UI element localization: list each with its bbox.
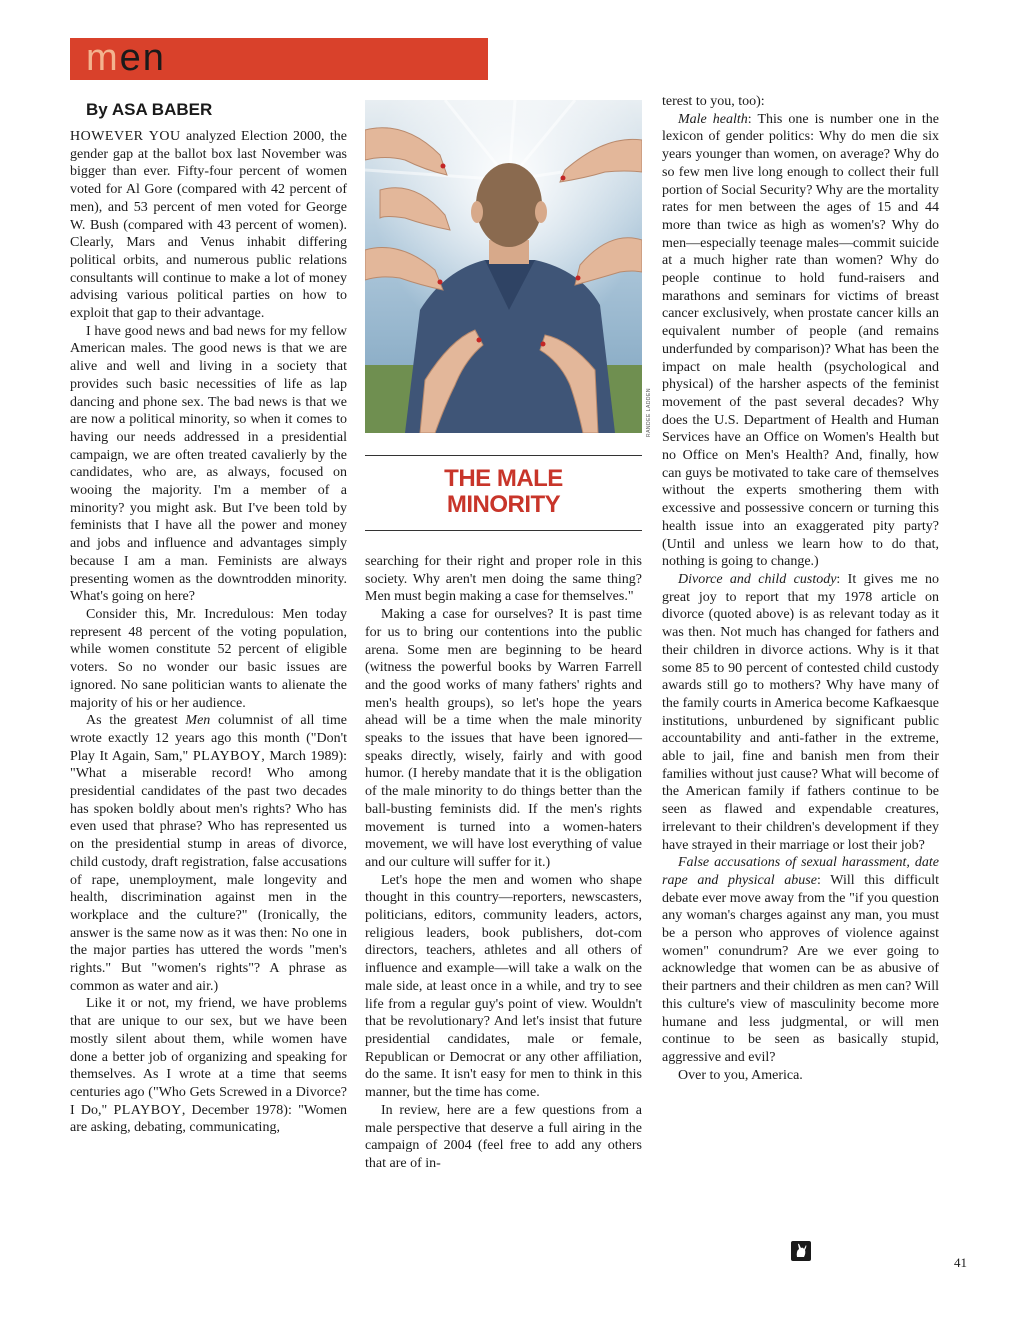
paragraph: I have good news and bad news for my fellow American males. The good news is that we are alive and well and living in a society that provides such basic necessities of life as lap dancing and phone sex. The bad news is that we are now a political minority, so when it comes to having our needs addressed in a presidential campaign, we are often treated cavalierly by the candidates, who are, as always, focused on wooing the majority. I'm a member of a minority? you might ask. But I've been told by feminists that I have all the power and money and jobs and influence and advantages simply because I am a man. Feminists are always presenting women as the downtrodden minority. What's going on here? (70, 323, 347, 605)
paragraph: As the greatest Men columnist of all time wrote exactly 12 years ago this month ("Don't Play It Again, Sam," PLAYBOY, March 1989): "What a miserable record! Who among presidential candidates of the past two decades has spoken boldly about men's rights? Who has even used that phrase? Who has represented us on the presidential stump in areas of divorce, child custody, draft registration, false accusations of rape, unemployment, male longevity and health, discrimination against men in the workplace and the culture?" (Ironically, the answer is the same now as it was then: No one in the major parties has uttered the words "men's rights." But "women's rights"? A phrase as common as water and air.) (70, 713, 347, 994)
topic-label: False accusations of sexual harassment, date rape and physical abuse (662, 855, 939, 888)
paragraph: False accusations of sexual harassment, date rape and physical abuse: Will this difficult debate ever move away from the "if you question any woman's charges against any man, you must be a person who approves of violence against women" conundrum? Are we ever going to acknowledge that women can be as abusive of their partners and their children as men can? Will this culture's view of masculinity become more humane and less judgmental, or will men continue to be seen as basically stupid, aggressive and evil? (662, 855, 940, 1065)
byline: By ASA BABER (86, 100, 213, 119)
man-surrounded-by-hands-illustration (365, 100, 642, 433)
article-column-1 (70, 128, 347, 1137)
paragraph: searching for their right and proper role in this society. Why aren't men doing the same thing? Men must begin making a case for themselves." (365, 554, 642, 605)
page-number: 41 (954, 1255, 967, 1270)
headline-line-2: MINORITY (446, 491, 561, 518)
paragraph: Male health: This one is number one in the lexicon of gender politics: Why do men die six years younger than women, on average? Why do so few men live long enough to collect their full portion of Social Security? Why are the mortality rates for men between the ages of 15 and 44 more than twice as high as women's? Why do men—especially teenage males—commit suicide at a much higher rate than women? Why do people continue to hold fund-raisers and marathons and seminars for victims of breast cancer exclusively, when prostate cancer kills an equivalent number of people (and remains underfunded by comparison)? What has been the impact on male health (psychological and physical) of the harsher aspects of the feminist movement of the past several decades? Why does the U.S. Department of Health and Human Services have an Office on Women's Health but no Office on Men's Health? And, finally, how can guys be motivated to take care of themselves without the experts smothering them with excessive and possessive concern or turning this health issue into an exaggerated pity party? (Until and unless we learn how to do that, nothing is going to change.) (662, 111, 939, 570)
lead-in: HOWEVER YOU (70, 129, 181, 144)
paragraph: terest to you, too): (662, 94, 765, 109)
article-column-3 (662, 93, 939, 1084)
section-title-rest: en (119, 37, 166, 79)
article-column-2 (365, 553, 642, 1173)
section-title (86, 36, 166, 80)
illustration-art (365, 100, 642, 433)
illustration-credit: RANDEE LADDEN (646, 388, 652, 438)
headline-rule-top (365, 455, 642, 456)
paragraph: In review, here are a few questions from a male perspective that deserve a full airing in the campaign of 2004 (feel free to add any others that are of in- (365, 1102, 642, 1171)
paragraph: Consider this, Mr. Incredulous: Men today represent 48 percent of the voting population, while women constitute 52 percent of eligible voters. So no wonder our basic issues are ignored. No sane politician wants to alienate the majority of his or her audience. (70, 606, 347, 711)
paragraph: Divorce and child custody: It gives me no great joy to report that my 1978 article on divorce (quoted above) is as relevant today as it was then. Not much has changed for fathers and their children in divorce actions. Why is it that some 85 to 90 percent of contested child custody awards still go to mothers? Why have many of the family courts in America become Kafkaesque institutions, unburdened by significant public accountability and anti-father in the extreme, able to jail, fine and banish men from their families without just cause? What will become of the American family if fathers continue to be seen as flawed and expendable creatures, irrelevant to their children's development if they have strayed in their marriage or lost their job? (662, 571, 939, 853)
paragraph: Let's hope the men and women who shape thought in this country—reporters, newscasters, politicians, editors, community leaders, actors, religious leaders, book publishers, dot-com directors, teachers, athletes and all others of influence and example—will take a walk on the male side, at least once in a while, and try to see life from a regular guy's point of view. Wouldn't that be revolutionary? And let's insist that future presidential candidates, male or female, Republican or Democrat or any other affiliation, do the same. It isn't easy for men to think in this manner, but the time has come. (365, 872, 642, 1101)
headline-rule-bottom (365, 530, 642, 531)
paragraph: Over to you, America. (678, 1067, 803, 1083)
section-title-first-letter: m (86, 37, 120, 79)
rabbit-head-end-mark-icon (791, 1241, 811, 1261)
topic-label: Divorce and child custody (678, 571, 837, 587)
topic-label: Male health (678, 111, 748, 127)
headline-line-1: THE MALE (444, 465, 563, 492)
paragraph: HOWEVER YOU analyzed Election 2000, the gender gap at the ballot box last November was bigger than ever. Fifty-four percent of women voted for Al Gore (compared with 42 percent of men), and 53 percent of men voted for George W. Bush (compared with 43 percent of women). Clearly, Mars and Venus inhabit differing political orbits, and numerous public relations consultants will continue to make a lot of money advising various political parties on how to exploit that gap to their advantage. (70, 129, 347, 322)
paragraph: Making a case for ourselves? It is past time for us to bring our contentions into the public arena. Some men are beginning to be heard (witness the powerful books by Warren Farrell and the good works of many fathers' rights and men's health groups), so let's hope the years ahead will be a time when the male minority speaks to the issues that have been ignored—speaks directly, wisely, fairly and with good humor. (I hereby mandate that it is the obligation of the male minority to do things better than the ball-busting feminists did. If the men's rights movement is turned into a women-haters movement, we will have lost everything of value and our culture will suffer for it.) (365, 607, 642, 870)
paragraph: Like it or not, my friend, we have problems that are unique to our sex, but we have been mostly silent about them, while women have done a better job of organizing and speaking for themselves. As I wrote at a time that seems centuries ago ("Who Gets Screwed in a Divorce? I Do," PLAYBOY, December 1978): "Women are asking, debating, communicating, (70, 996, 347, 1136)
headline (365, 466, 642, 518)
